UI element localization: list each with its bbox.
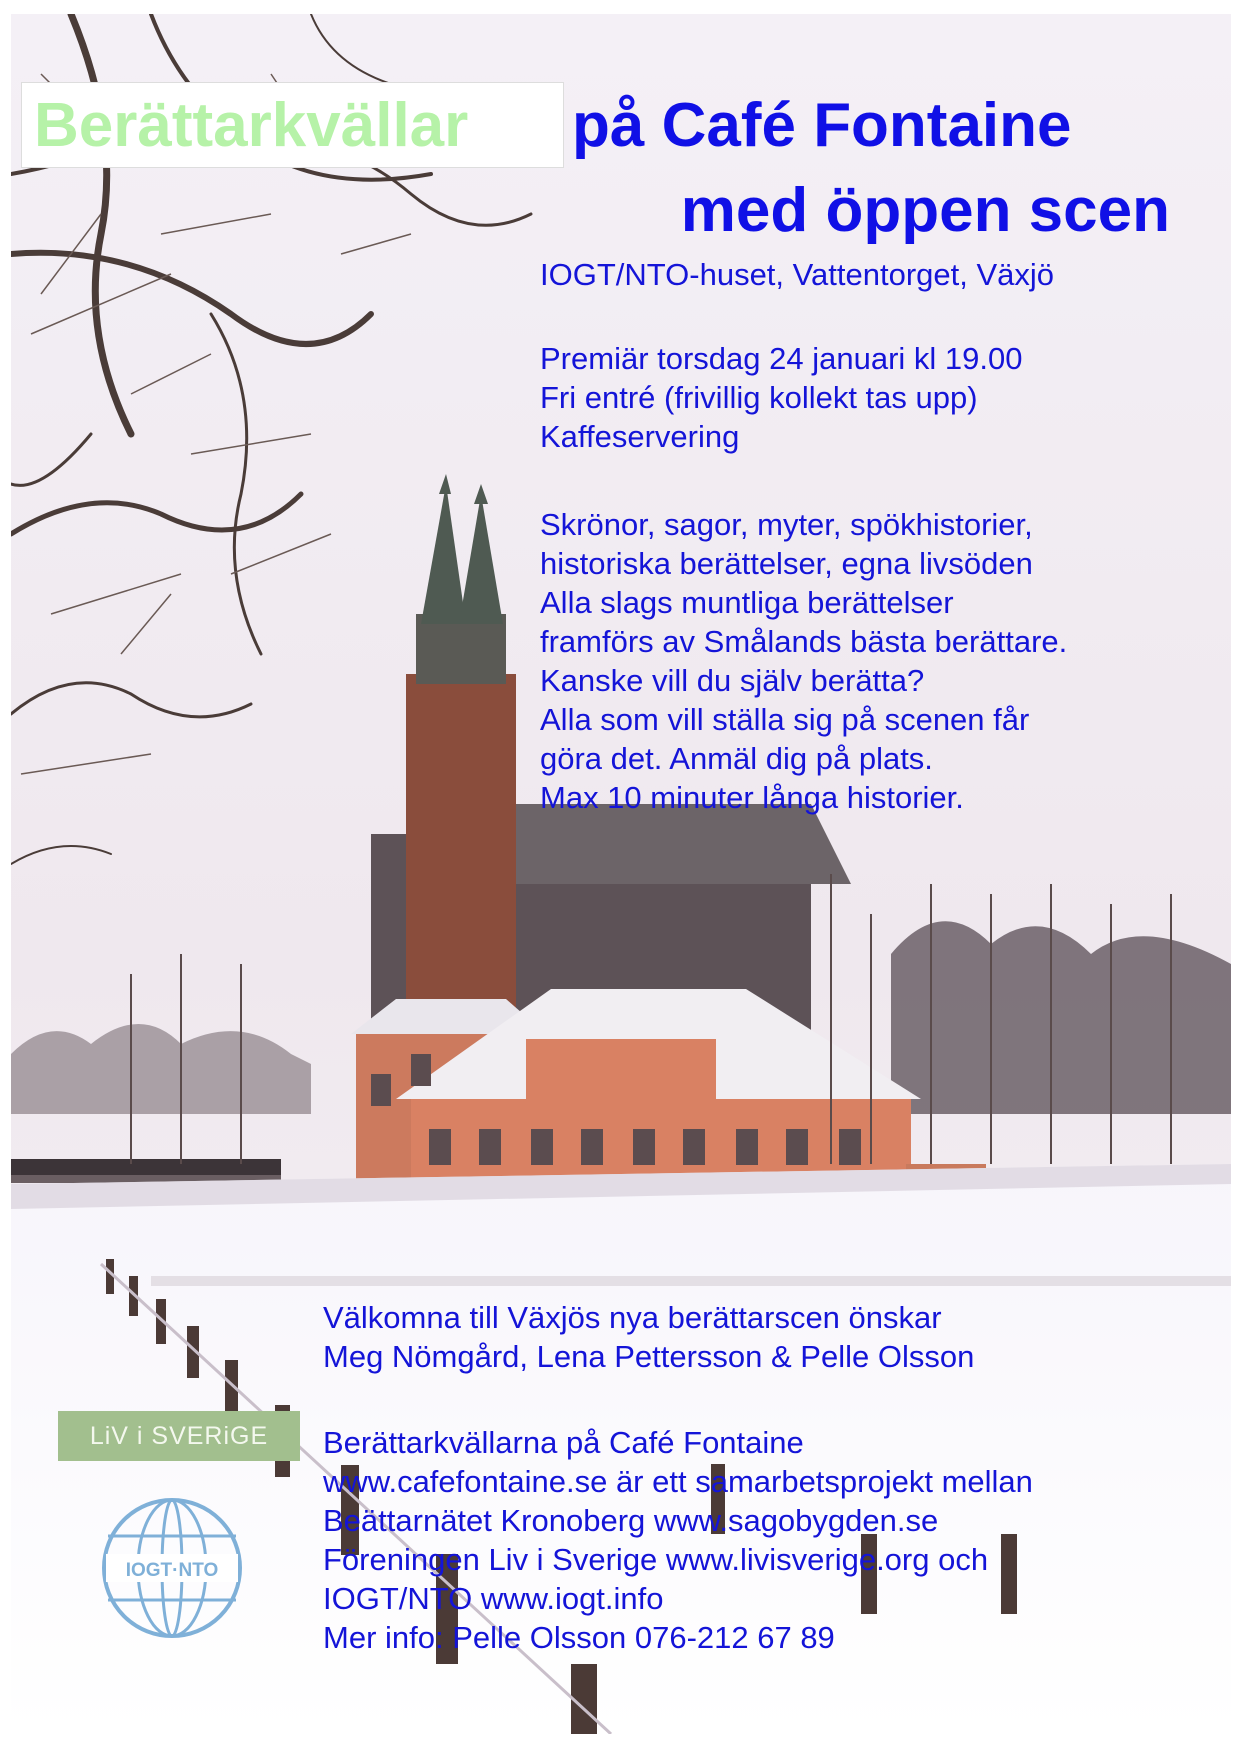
description-line: göra det. Anmäl dig på plats.	[540, 741, 933, 776]
title-highlight: Berättarkvällar	[34, 91, 469, 160]
credits-line: Berättarkvällarna på Café Fontaine	[323, 1425, 804, 1460]
description-line: Alla som vill ställa sig på scenen får	[540, 702, 1030, 737]
welcome-line: Välkomna till Växjös nya berättarscen önskar	[323, 1300, 942, 1335]
credits-line: IOGT/NTO www.iogt.info	[323, 1581, 664, 1616]
welcome	[323, 1298, 974, 1376]
description-line: Max 10 minuter långa historier.	[540, 780, 964, 815]
iogt-nto-globe-logo	[100, 1496, 244, 1640]
description	[540, 505, 1067, 817]
description-line: Kanske vill du själv berätta?	[540, 663, 925, 698]
description-line: framförs av Smålands bästa berättare.	[540, 624, 1068, 659]
description-line: Alla slags muntliga berättelser	[540, 585, 954, 620]
event-info-line: Fri entré (frivillig kollekt tas upp)	[540, 380, 978, 415]
welcome-line: Meg Nömgård, Lena Pettersson & Pelle Olsson	[323, 1339, 975, 1374]
description-line: Skrönor, sagor, myter, spökhistorier,	[540, 507, 1033, 542]
credits-line: Beättarnätet Kronoberg www.sagobygden.se	[323, 1503, 939, 1538]
title-line1: på Café Fontaine	[572, 91, 1072, 160]
venue: IOGT/NTO-huset, Vattentorget, Växjö	[540, 257, 1055, 292]
credits-line: www.cafefontaine.se är ett samarbetsprojekt mellan	[323, 1464, 1033, 1499]
credits	[323, 1423, 1033, 1657]
liv-i-sverige-logo	[58, 1411, 300, 1461]
title-line2: med öppen scen	[680, 176, 1170, 245]
event-info-line: Premiär torsdag 24 januari kl 19.00	[540, 341, 1023, 376]
credits-line: Föreningen Liv i Sverige www.livisverige.org och	[323, 1542, 989, 1577]
description-line: historiska berättelser, egna livsöden	[540, 546, 1033, 581]
iogt-nto-logo-text: IOGT·NTO	[125, 1560, 219, 1581]
credits-line: Mer info: Pelle Olsson 076-212 67 89	[323, 1620, 835, 1655]
liv-i-sverige-logo-text: LiV i SVERiGE	[89, 1421, 269, 1450]
event-info-line: Kaffeservering	[540, 419, 740, 454]
event-info	[540, 339, 1022, 456]
